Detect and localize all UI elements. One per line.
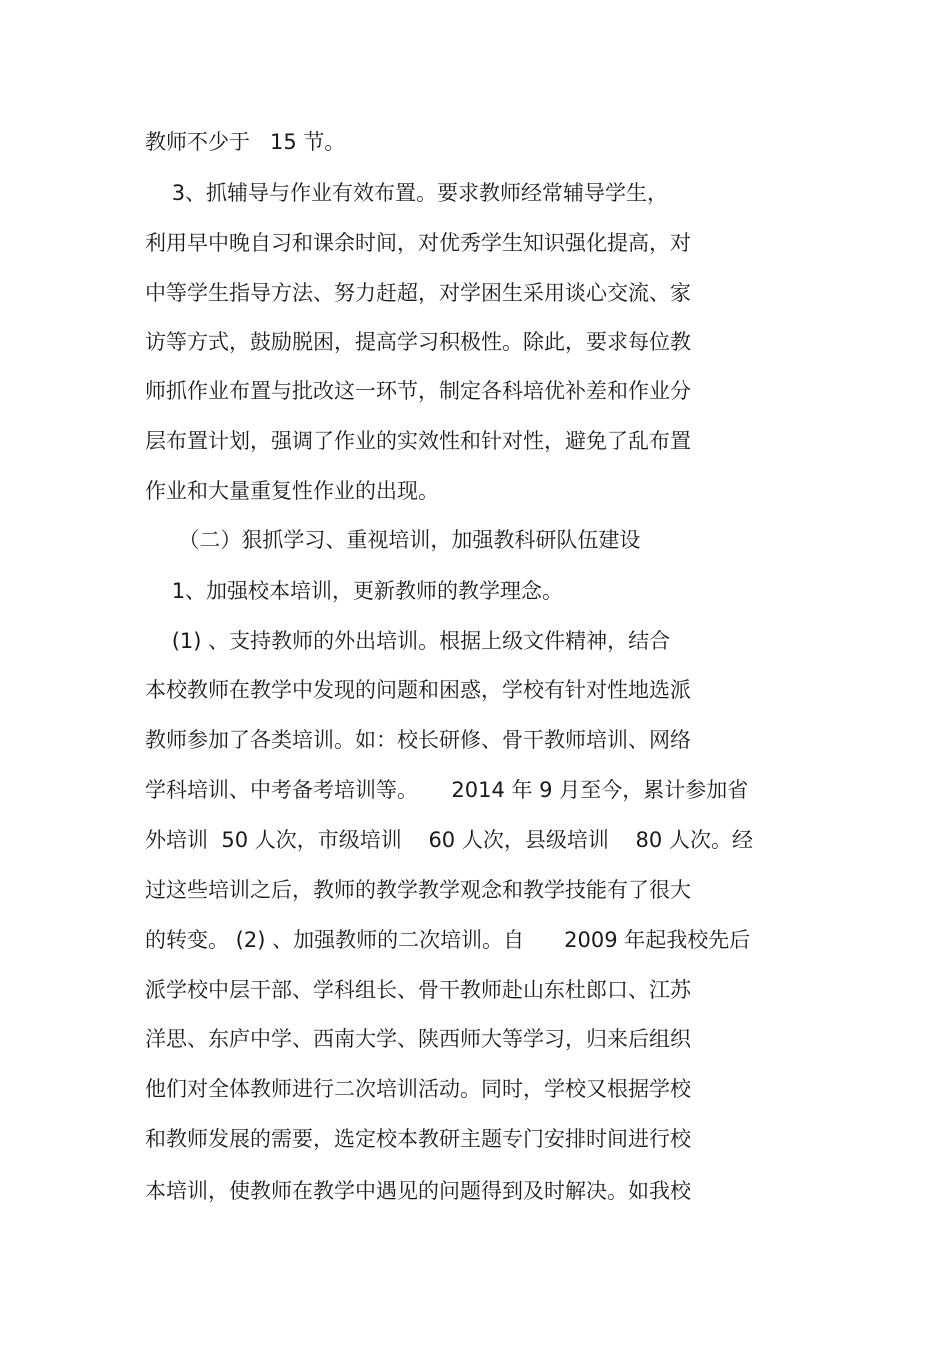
text-line: 洋思、东庐中学、西南大学、陕西师大等学习，归来后组织 xyxy=(145,1027,691,1051)
text-line: 作业和大量重复性作业的出现。 xyxy=(145,479,439,503)
text-line: 外培训 50 人次，市级培训 60 人次，县级培训 80 人次。经 xyxy=(145,828,753,852)
text-line: 教师参加了各类培训。如：校长研修、骨干教师培训、网络 xyxy=(145,728,691,752)
text-line: 本培训，使教师在教学中遇见的问题得到及时解决。如我校 xyxy=(145,1179,691,1203)
text-line: 3、抓辅导与作业有效布置。要求教师经常辅导学生， xyxy=(145,181,669,205)
text-line: 和教师发展的需要，选定校本教研主题专门安排时间进行校 xyxy=(145,1127,691,1151)
text-line: 访等方式，鼓励脱困，提高学习积极性。除此，要求每位教 xyxy=(145,330,691,354)
section-heading: （二）狠抓学习、重视培训，加强教科研队伍建设 xyxy=(145,528,641,552)
text-line: 的转变。 (2) 、加强教师的二次培训。自 2009 年起我校先后 xyxy=(145,928,751,952)
text-line: 他们对全体教师进行二次培训活动。同时，学校又根据学校 xyxy=(145,1077,691,1101)
text-line: 利用早中晚自习和课余时间，对优秀学生知识强化提高，对 xyxy=(145,231,691,255)
text-line: 中等学生指导方法、努力赶超，对学困生采用谈心交流、家 xyxy=(145,281,691,305)
text-line: 教师不少于 15 节。 xyxy=(145,130,346,154)
text-line: 过这些培训之后，教师的教学教学观念和教学技能有了很大 xyxy=(145,878,691,902)
text-line: 派学校中层干部、学科组长、骨干教师赴山东杜郎口、江苏 xyxy=(145,978,691,1002)
text-line: 本校教师在教学中发现的问题和困惑，学校有针对性地选派 xyxy=(145,678,691,702)
text-line: 学科培训、中考备考培训等。 2014 年 9 月至今，累计参加省 xyxy=(145,778,749,802)
text-line: 师抓作业布置与批改这一环节，制定各科培优补差和作业分 xyxy=(145,379,691,403)
text-line: (1) 、支持教师的外出培训。根据上级文件精神，结合 xyxy=(145,629,671,653)
text-line: 层布置计划，强调了作业的实效性和针对性，避免了乱布置 xyxy=(145,429,691,453)
subsection-heading: 1、加强校本培训，更新教师的教学理念。 xyxy=(145,579,564,603)
